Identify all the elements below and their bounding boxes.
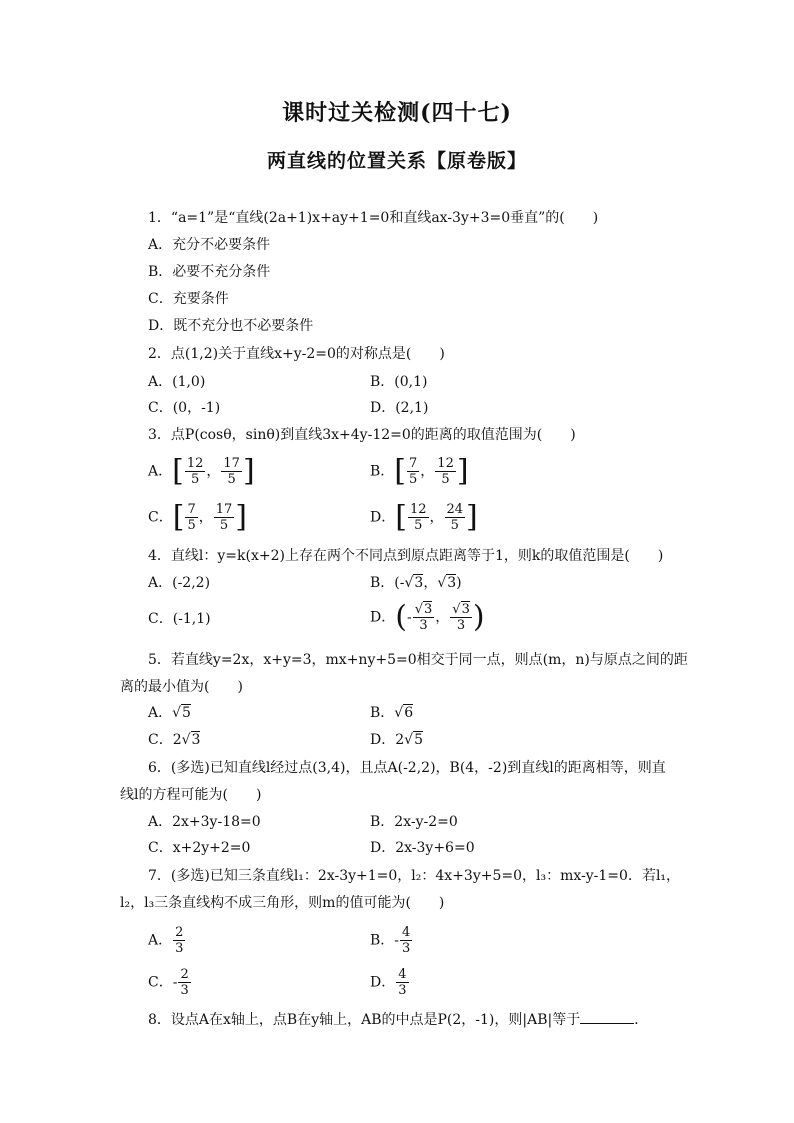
fraction: $\frac{17}{5}$: [223, 456, 240, 487]
fraction: $\frac{4}{3}$: [402, 925, 411, 956]
question-3-option-b: B．[ $\frac{7}{5}$ ， $\frac{12}{5}$ ]: [370, 453, 469, 489]
question-5-stem-line-1: 5．若直线y=2x，x+y=3，mx+ny+5=0相交于同一点，则点(m，n)与原点之间的距: [148, 652, 688, 668]
option-label: D．: [370, 609, 396, 626]
fraction: $\frac{2}{3}$: [180, 967, 189, 998]
fraction: $\frac{7}{5}$: [187, 502, 196, 533]
option-label: C．: [148, 509, 173, 526]
question-1-option-d: D．既不充分也不必要条件: [148, 318, 314, 334]
question-4-option-c: C．(-1,1): [148, 611, 211, 627]
option-label: B．: [370, 463, 395, 480]
question-6-option-d: D．2x-3y+6=0: [370, 840, 475, 856]
question-6-option-a: A．2x+3y-18=0: [148, 814, 261, 830]
fraction: $\frac{12}{5}$: [186, 456, 204, 487]
question-6-option-b: B．2x-y-2=0: [370, 814, 458, 830]
fraction: $\frac{√3}{3}$: [414, 602, 433, 633]
question-4-stem: 4．直线l：y=k(x+2)上存在两个不同点到原点距离等于1，则k的取值范围是( ): [148, 548, 664, 564]
question-2-option-d: D．(2,1): [370, 400, 429, 416]
fraction: $\frac{12}{5}$: [409, 502, 427, 533]
question-2-option-c: C．(0，-1): [148, 400, 221, 416]
question-3-option-a: A．[ $\frac{12}{5}$ ， $\frac{17}{5}$ ]: [148, 453, 255, 489]
fraction: $\frac{7}{5}$: [409, 456, 418, 487]
question-7-option-c: C．- $\frac{2}{3}$: [148, 967, 189, 998]
question-7-stem-line-1: 7．(多选)已知三条直线l₁：2x-3y+1=0，l₂：4x+3y+5=0，l₃：mx-y-1=0．若l₁，: [148, 868, 681, 884]
question-7-stem-line-2: l₂，l₃三条直线构不成三角形，则m的值可能为( ): [120, 895, 445, 911]
question-1-option-b: B．必要不充分条件: [148, 264, 271, 280]
question-5-option-a: A．√5: [148, 705, 191, 721]
question-2-option-b: B．(0,1): [370, 374, 428, 390]
question-4-option-a: A．(-2,2): [148, 575, 211, 591]
question-7-option-d: D． $\frac{4}{3}$: [370, 967, 407, 998]
question-2-stem: 2．点(1,2)关于直线x+y-2=0的对称点是( ): [148, 346, 445, 362]
page-title: 课时过关检测(四十七): [282, 100, 512, 126]
fraction: $\frac{√3}{3}$: [452, 602, 470, 633]
page-subtitle: 两直线的位置关系【原卷版】: [266, 150, 527, 172]
question-3-stem: 3．点P(cosθ，sinθ)到直线3x+4y-12=0的距离的取值范围为( ): [148, 427, 576, 443]
question-5-stem-line-2: 离的最小值为( ): [120, 679, 243, 695]
question-8-stem: 8．设点A在x轴上，点B在y轴上，AB的中点是P(2，-1)，则|AB|等于 ．: [148, 1009, 648, 1030]
option-label: D．: [370, 509, 396, 526]
question-1-stem: 1．“a=1”是“直线(2a+1)x+ay+1=0和直线ax-3y+3=0垂直”的( ): [148, 210, 599, 226]
question-5-option-b: B．√6: [370, 705, 414, 721]
question-4-option-b: B．(-√3，√3): [370, 575, 462, 591]
question-7-option-b: B．- $\frac{4}{3}$: [370, 925, 411, 956]
fraction: $\frac{17}{5}$: [215, 502, 233, 533]
question-1-option-c: C．充要条件: [148, 291, 229, 307]
fraction: $\frac{24}{5}$: [446, 502, 464, 533]
question-4-option-d: D．(- $\frac{√3}{3}$ ， $\frac{√3}{3}$ ): [370, 599, 485, 635]
answer-blank[interactable]: [580, 1009, 634, 1024]
question-1-option-a: A．充分不必要条件: [148, 237, 271, 253]
option-label: A．: [148, 463, 173, 480]
question-6-stem-line-2: 线l的方程可能为( ): [120, 787, 262, 803]
question-6-stem-line-1: 6．(多选)已知直线l经过点(3,4)，且点A(-2,2)，B(4，-2)到直线l的距离相等，则直: [148, 760, 666, 776]
question-5-option-d: D．2√5: [370, 732, 423, 748]
question-6-option-c: C．x+2y+2=0: [148, 840, 251, 856]
question-3-option-d: D．[ $\frac{12}{5}$ ， $\frac{24}{5}$ ]: [370, 499, 478, 535]
question-5-option-c: C．2√3: [148, 732, 201, 748]
fraction: $\frac{2}{3}$: [175, 925, 184, 956]
fraction: $\frac{12}{5}$: [437, 456, 454, 487]
question-7-option-a: A． $\frac{2}{3}$: [148, 925, 184, 956]
question-3-option-c: C．[ $\frac{7}{5}$ ， $\frac{17}{5}$ ]: [148, 499, 247, 535]
question-2-option-a: A．(1,0): [148, 374, 206, 390]
fraction: $\frac{4}{3}$: [398, 967, 407, 998]
